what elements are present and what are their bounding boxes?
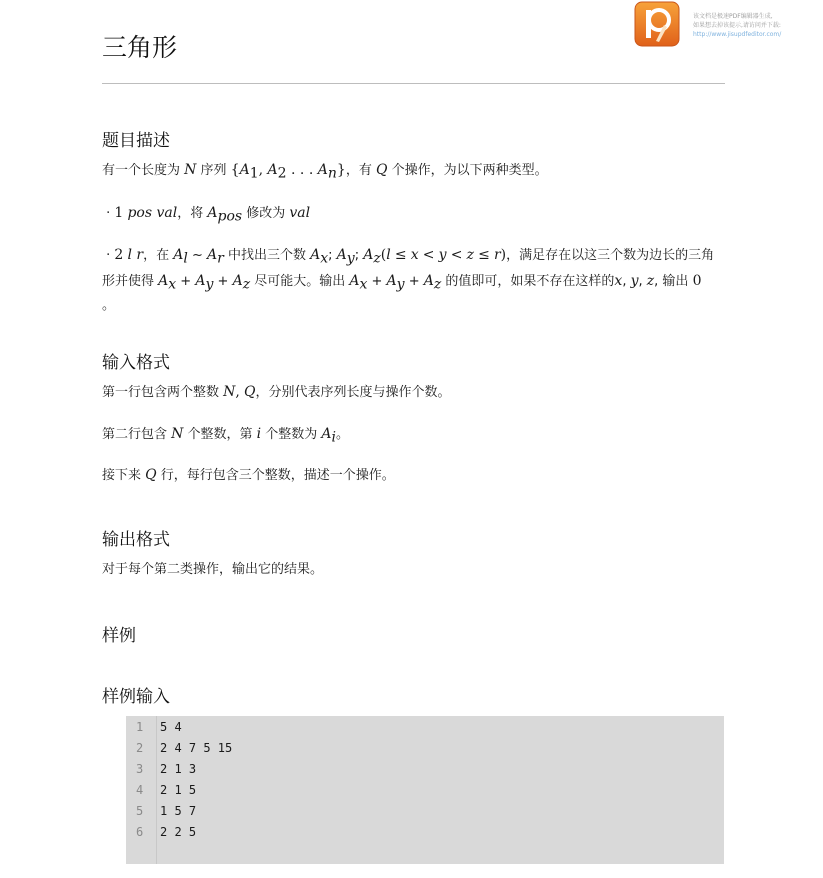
sample-input-heading: 样例输入 xyxy=(102,687,170,707)
input-line-2: 第二行包含 N 个整数，第 i 个整数为 $A_i$。 xyxy=(102,426,350,446)
code-line xyxy=(126,801,724,822)
code-text: 5 4 xyxy=(160,720,182,734)
output-heading: 输出格式 xyxy=(102,530,170,550)
pdf-editor-logo-icon xyxy=(634,1,680,47)
code-text: 2 2 5 xyxy=(160,825,197,839)
input-line-3: 接下来 Q 行，每行包含三个整数，描述一个操作。 xyxy=(102,467,395,483)
watermark-line-2: 如果想去掉该提示,请访问并下载: xyxy=(693,22,781,29)
watermark-url: http://www.jisupdfeditor.com/ xyxy=(693,31,782,38)
description-heading: 题目描述 xyxy=(102,131,170,151)
operation-1: · 1 pos val，将 $A_{pos}$ 修改为 val xyxy=(102,205,311,225)
output-line-1: 对于每个第二类操作，输出它的结果。 xyxy=(102,562,324,577)
sample-heading: 样例 xyxy=(102,626,136,646)
code-text: 2 4 7 5 15 xyxy=(160,741,233,755)
code-text: 1 5 7 xyxy=(160,804,197,818)
page-title: 三角形 xyxy=(102,33,178,62)
title-divider xyxy=(102,83,725,84)
operation-2: · 2 l r，在 $A_l$ ~ $A_r$ 中找出三个数 $A_x$; $A_y$; $A_z(l \le x < y < z \le r)$，满足存在以这三个数为边长的三角形并使得 $A_x + A_y + A_z$ 尽可能大。输出 $A_x + A_y + A_z$ 的值即可，如果不存在这样的x, y, z, 输出 0 。 xyxy=(102,247,715,314)
watermark-text xyxy=(693,12,818,39)
description-line: 有一个长度为 N 序列 {$A_1$, $A_2$ . . . $A_n$}，有 Q 个操作，为以下两种类型。 xyxy=(102,162,548,182)
input-heading: 输入格式 xyxy=(102,353,170,373)
code-line xyxy=(126,822,724,843)
sample-input-code-block xyxy=(126,716,724,864)
line-number: 4 xyxy=(136,783,144,797)
watermark-line-1: 该文档是极速PDF编辑器生成, xyxy=(693,13,773,20)
line-number: 3 xyxy=(136,762,144,776)
code-line xyxy=(126,759,724,780)
code-text: 2 1 3 xyxy=(160,762,197,776)
code-line xyxy=(126,780,724,801)
code-line xyxy=(126,717,724,738)
line-number: 6 xyxy=(136,825,144,839)
code-line xyxy=(126,738,724,759)
code-text: 2 1 5 xyxy=(160,783,197,797)
line-number: 2 xyxy=(136,741,144,755)
line-number: 5 xyxy=(136,804,144,818)
input-line-1: 第一行包含两个整数 N, Q，分别代表序列长度与操作个数。 xyxy=(102,384,451,400)
line-number: 1 xyxy=(136,720,144,734)
